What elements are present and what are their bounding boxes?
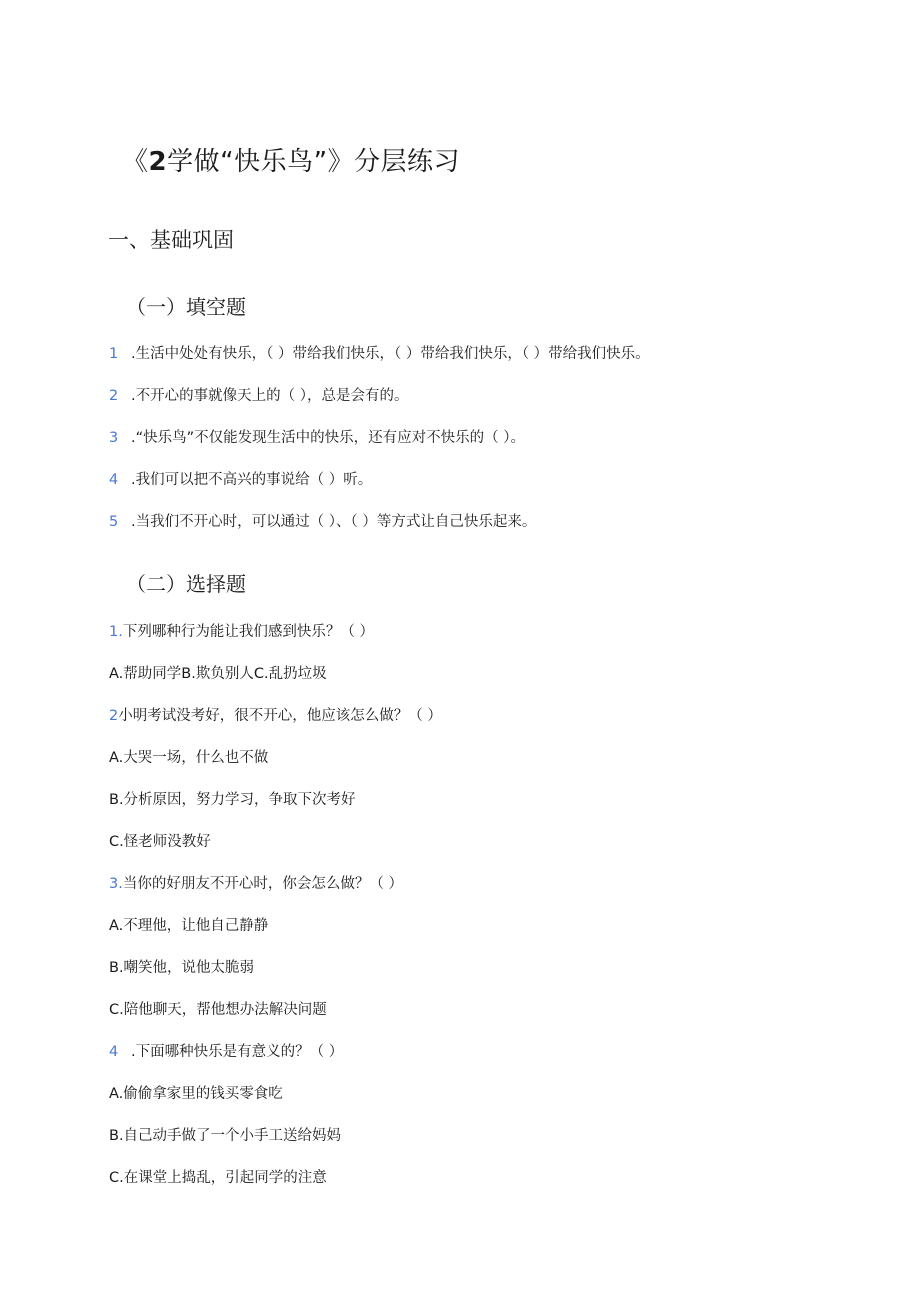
choice-option-c: C.怪老师没教好 bbox=[109, 834, 211, 850]
item-number: 5 bbox=[109, 514, 119, 530]
fill-blank-item bbox=[109, 511, 536, 533]
item-number: 4 bbox=[109, 472, 119, 488]
item-text: .不开心的事就像天上的（ ），总是会有的。 bbox=[131, 388, 409, 404]
item-text: .我们可以把不高兴的事说给（ ）听。 bbox=[131, 472, 373, 488]
item-text: .当我们不开心时，可以通过（ ）、（ ）等方式让自己快乐起来。 bbox=[131, 514, 537, 530]
fill-blank-heading: （一）填空题 bbox=[126, 295, 246, 319]
question-text: 小明考试没考好，很不开心，他应该怎么做？（ ） bbox=[118, 708, 442, 724]
choice-question bbox=[109, 1041, 343, 1063]
question-text: 当你的好朋友不开心时，你会怎么做？（ ） bbox=[122, 876, 403, 892]
choice-option-b: B.嘲笑他，说他太脆弱 bbox=[109, 960, 255, 976]
question-number: 4 bbox=[109, 1044, 119, 1060]
choice-option-b: B.自己动手做了一个小手工送给妈妈 bbox=[109, 1128, 342, 1144]
choice-option-a: A.偷偷拿家里的钱买零食吃 bbox=[109, 1086, 283, 1102]
fill-blank-item bbox=[109, 385, 408, 407]
question-text: 下列哪种行为能让我们感到快乐？（ ） bbox=[122, 624, 374, 640]
choice-option-b: B.分析原因，努力学习，争取下次考好 bbox=[109, 792, 356, 808]
item-text: .生活中处处有快乐，（ ）带给我们快乐，（ ）带给我们快乐，（ ）带给我们快乐。 bbox=[131, 346, 650, 362]
choice-question bbox=[109, 705, 442, 727]
question-number: 3. bbox=[109, 876, 123, 892]
section-heading-basic: 一、基础巩固 bbox=[108, 228, 234, 252]
title-lesson-number: 2 bbox=[148, 147, 168, 177]
choice-option-a: A.不理他，让他自己静静 bbox=[109, 918, 269, 934]
choice-question bbox=[109, 873, 403, 895]
choice-question bbox=[109, 621, 374, 643]
question-text: .下面哪种快乐是有意义的？（ ） bbox=[131, 1044, 344, 1060]
choice-heading: （二）选择题 bbox=[126, 572, 246, 596]
item-number: 2 bbox=[109, 388, 119, 404]
title-open-bracket: 《 bbox=[122, 147, 149, 177]
page-title bbox=[122, 145, 460, 179]
choice-options: A.帮助同学B.欺负别人C.乱扔垃圾 bbox=[109, 666, 327, 682]
choice-option-c: C.陪他聊天，帮他想办法解决问题 bbox=[109, 1002, 327, 1018]
choice-option-c: C.在课堂上捣乱，引起同学的注意 bbox=[109, 1170, 327, 1186]
fill-blank-item bbox=[109, 343, 650, 365]
item-number: 3 bbox=[109, 430, 119, 446]
question-number: 2 bbox=[109, 708, 119, 724]
question-number: 1. bbox=[109, 624, 123, 640]
item-number: 1 bbox=[109, 346, 119, 362]
choice-option-a: A.大哭一场，什么也不做 bbox=[109, 750, 269, 766]
fill-blank-item bbox=[109, 427, 525, 449]
item-text: .“快乐鸟”不仅能发现生活中的快乐，还有应对不快乐的（ ）。 bbox=[131, 430, 525, 446]
title-text: 学做“快乐鸟”》分层练习 bbox=[167, 147, 461, 177]
fill-blank-item bbox=[109, 469, 372, 491]
